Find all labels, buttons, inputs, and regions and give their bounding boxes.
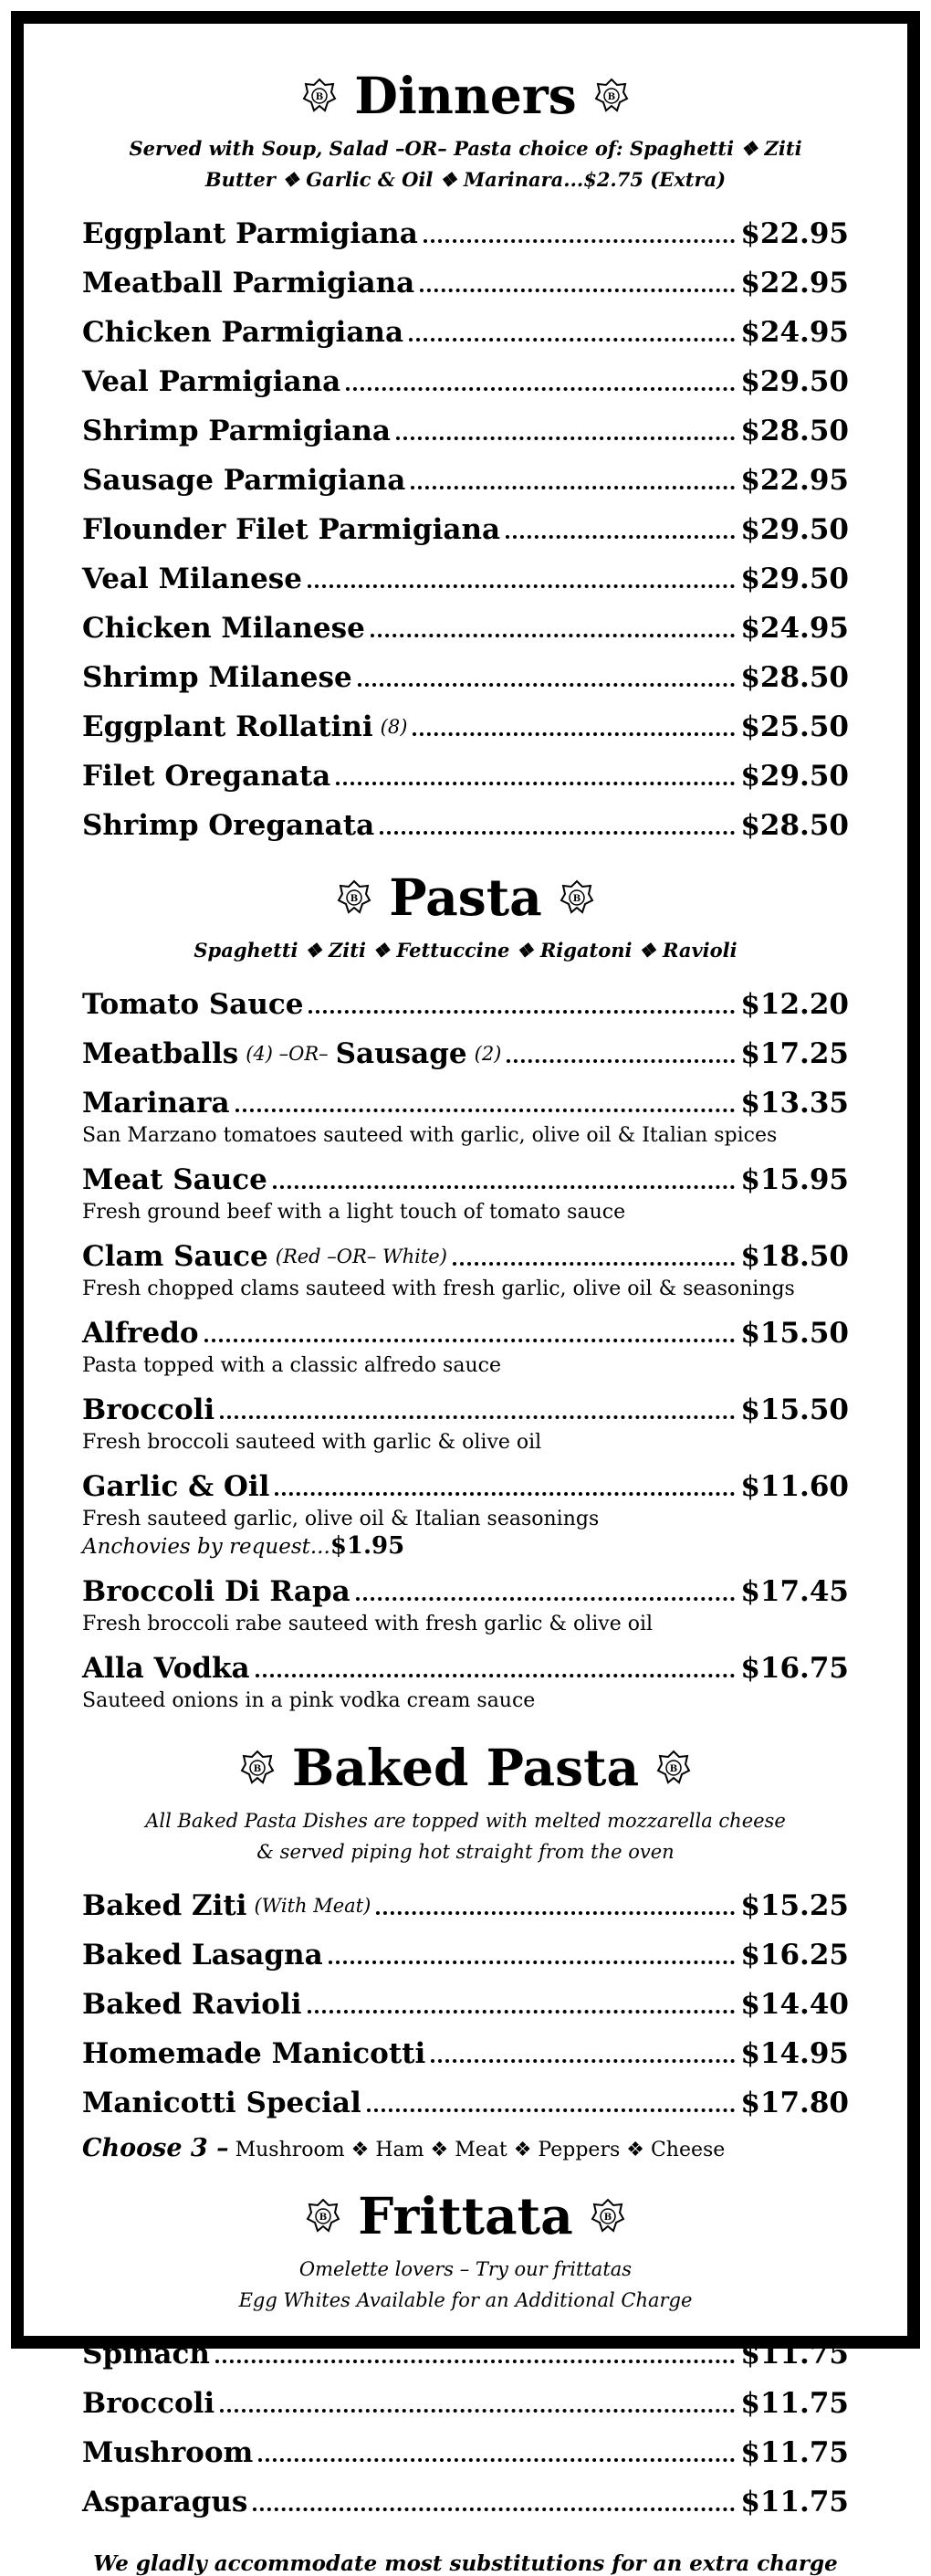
- leader-dots: [253, 2508, 735, 2511]
- item-description: Sauteed onions in a pink vodka cream sauce: [82, 1689, 536, 1712]
- menu-item: [82, 1392, 849, 1456]
- item-price: $28.50: [740, 661, 849, 694]
- leader-dots: [220, 2409, 735, 2413]
- menu-item: [82, 2035, 849, 2072]
- menu-item: [82, 2085, 849, 2121]
- item-description: Fresh sauteed garlic, olive oil & Italian seasonings: [82, 1508, 600, 1530]
- menu-item: [82, 1036, 849, 1072]
- leader-dots: [424, 239, 736, 243]
- item-price: $11.75: [740, 2387, 849, 2420]
- leader-dots: [256, 1674, 736, 1677]
- dinners-title: Dinners: [354, 65, 577, 125]
- menu-item: [82, 1315, 849, 1379]
- item-price: $15.95: [740, 1163, 849, 1196]
- svg-text:B: B: [572, 894, 581, 904]
- item-price: $11.75: [740, 2486, 849, 2518]
- item-note-alt: (2): [474, 1043, 502, 1065]
- leader-dots: [396, 436, 735, 440]
- menu-item: [82, 413, 849, 449]
- item-name: Broccoli: [82, 2387, 215, 2420]
- leader-dots: [308, 2010, 736, 2013]
- dinners-subtitle-1: Served with Soup, Salad –OR– Pasta choice of: Spaghetti ❖ Ziti: [129, 137, 802, 160]
- menu-content: [82, 58, 849, 2576]
- pasta-title: Pasta: [389, 867, 542, 927]
- svg-text:B: B: [350, 894, 359, 904]
- item-price: $11.60: [740, 1470, 849, 1503]
- leader-dots: [309, 1010, 735, 1014]
- item-price: $17.80: [740, 2087, 849, 2119]
- b-crest-icon: [593, 77, 630, 113]
- menu-item: [82, 363, 849, 400]
- menu-item: [82, 314, 849, 351]
- leader-dots: [367, 2108, 736, 2112]
- item-price: $16.25: [740, 1939, 849, 1971]
- menu-item: [82, 1468, 849, 1561]
- baked-pasta-heading: [82, 1730, 849, 1803]
- b-crest-icon: [590, 2197, 626, 2234]
- item-price: $17.45: [740, 1575, 849, 1608]
- addon-label: Anchovies by request...: [82, 1535, 330, 1559]
- pasta-list: [82, 986, 849, 1714]
- leader-dots: [329, 1961, 736, 1964]
- item-price: $25.50: [740, 710, 849, 743]
- pasta-subtitle: Spaghetti ❖ Ziti ❖ Fettuccine ❖ Rigatoni ❖ Ravioli: [194, 939, 737, 962]
- choose-three-options: [82, 2134, 849, 2162]
- svg-text:B: B: [319, 2213, 328, 2223]
- leader-dots: [273, 1185, 735, 1189]
- menu-frame: [11, 11, 920, 2576]
- item-price: $24.95: [740, 612, 849, 645]
- leader-dots: [371, 634, 736, 637]
- item-price: $12.20: [740, 988, 849, 1021]
- b-crest-icon: [301, 77, 338, 113]
- baked-subtitle-2: & served piping hot straight from the oven: [256, 1841, 675, 1863]
- item-price: $29.50: [740, 513, 849, 546]
- menu-item: [82, 1986, 849, 2023]
- leader-dots: [411, 486, 735, 489]
- frittata-subtitle-2: Egg Whites Available for an Additional Charge: [238, 2289, 693, 2311]
- item-name: Alla Vodka: [82, 1652, 250, 1685]
- item-price: $16.75: [740, 1652, 849, 1685]
- item-price: $28.50: [740, 809, 849, 842]
- dinners-heading: [82, 58, 849, 131]
- item-name: Baked Ziti: [82, 1889, 247, 1922]
- leader-dots: [413, 732, 735, 736]
- leader-dots: [506, 535, 735, 539]
- leader-dots: [275, 1492, 735, 1496]
- item-name: Marinara: [82, 1087, 230, 1120]
- item-price: $22.95: [740, 267, 849, 300]
- menu-item: [82, 1238, 849, 1302]
- menu-item: [82, 807, 849, 844]
- item-note: (4) –OR–: [246, 1043, 329, 1065]
- baked-subtitle-1: All Baked Pasta Dishes are topped with melted mozzarella cheese: [145, 1810, 786, 1832]
- item-price: $22.95: [740, 217, 849, 250]
- menu-item: [82, 216, 849, 252]
- item-price: $24.95: [740, 316, 849, 349]
- dinners-list: [82, 216, 849, 844]
- menu-item: [82, 1887, 849, 1924]
- item-name: Mushroom: [82, 2436, 254, 2469]
- choose-options: Mushroom ❖ Ham ❖ Meat ❖ Peppers ❖ Cheese: [235, 2139, 726, 2161]
- item-price: $22.95: [740, 464, 849, 497]
- item-name: Tomato Sauce: [82, 988, 304, 1021]
- item-name: Clam Sauce: [82, 1240, 268, 1273]
- item-name: Baked Lasagna: [82, 1939, 323, 1971]
- menu-item: [82, 511, 849, 548]
- frittata-title: Frittata: [358, 2185, 573, 2245]
- leader-dots: [507, 1059, 735, 1063]
- anchovies-addon: [82, 1532, 849, 1561]
- item-description: Fresh broccoli sauteed with garlic & olive oil: [82, 1431, 542, 1454]
- item-price: $14.40: [740, 1988, 849, 2021]
- frittata-subtitle-1: Omelette lovers – Try our frittatas: [298, 2258, 633, 2280]
- item-name: Baked Ravioli: [82, 1988, 302, 2021]
- menu-item: [82, 2484, 849, 2520]
- item-name: Chicken Milanese: [82, 612, 365, 645]
- menu-item: [82, 610, 849, 647]
- choose-label: Choose 3 –: [82, 2134, 229, 2162]
- leader-dots: [204, 1339, 736, 1342]
- b-crest-icon: [239, 1749, 276, 1785]
- item-name: Flounder Filet Parmigiana: [82, 513, 501, 546]
- svg-text:B: B: [316, 92, 324, 102]
- item-price: $15.25: [740, 1889, 849, 1922]
- item-price: $29.50: [740, 760, 849, 793]
- b-crest-icon: [559, 878, 595, 915]
- item-price: $15.50: [740, 1317, 849, 1350]
- leader-dots: [220, 1415, 735, 1419]
- item-name: Sausage Parmigiana: [82, 464, 406, 497]
- item-name: Veal Parmigiana: [82, 365, 341, 398]
- item-name: Manicotti Special: [82, 2087, 361, 2119]
- svg-text:B: B: [607, 92, 615, 102]
- item-name: Meat Sauce: [82, 1163, 267, 1196]
- leader-dots: [453, 1262, 735, 1266]
- item-name: Eggplant Parmigiana: [82, 217, 418, 250]
- item-note: (With Meat): [254, 1895, 371, 1917]
- item-price: $13.35: [740, 1087, 849, 1120]
- svg-text:B: B: [669, 1764, 678, 1774]
- menu-item: [82, 1650, 849, 1714]
- pasta-heading: [82, 860, 849, 933]
- leader-dots: [358, 683, 736, 687]
- item-name: Broccoli: [82, 1393, 215, 1426]
- menu-item: [82, 1573, 849, 1637]
- item-name: Shrimp Oreganata: [82, 809, 375, 842]
- item-price: $14.95: [740, 2037, 849, 2070]
- leader-dots: [346, 387, 735, 391]
- item-description: Fresh ground beef with a light touch of tomato sauce: [82, 1201, 626, 1224]
- frittata-heading: [82, 2179, 849, 2252]
- item-name: Asparagus: [82, 2486, 248, 2518]
- baked-pasta-title: Baked Pasta: [291, 1737, 640, 1797]
- leader-dots: [215, 2360, 735, 2363]
- item-description: Pasta topped with a classic alfredo sauce: [82, 1354, 501, 1377]
- item-note: (8): [380, 716, 408, 738]
- item-price: $28.50: [740, 415, 849, 447]
- menu-item: [82, 1937, 849, 1973]
- substitutions-note: We gladly accommodate most substitutions for an extra charge: [93, 2551, 838, 2576]
- menu-item: [82, 2336, 849, 2372]
- leader-dots: [336, 782, 735, 785]
- addon-price: $1.95: [330, 1532, 405, 1560]
- leader-dots: [235, 1109, 736, 1112]
- item-description: San Marzano tomatoes sauteed with garlic, olive oil & Italian spices: [82, 1124, 778, 1147]
- leader-dots: [356, 1597, 736, 1601]
- leader-dots: [376, 1911, 735, 1915]
- item-price: $18.50: [740, 1240, 849, 1273]
- item-name: Alfredo: [82, 1317, 199, 1350]
- leader-dots: [409, 338, 735, 342]
- item-name: Shrimp Parmigiana: [82, 415, 391, 447]
- menu-item: [82, 2385, 849, 2422]
- menu-item: [82, 1162, 849, 1225]
- b-crest-icon: [655, 1749, 692, 1785]
- menu-item: [82, 659, 849, 696]
- item-price: $17.25: [740, 1037, 849, 1070]
- menu-item: [82, 561, 849, 597]
- b-crest-icon: [336, 878, 372, 915]
- frittata-list: [82, 2336, 849, 2520]
- item-name: Eggplant Rollatini: [82, 710, 373, 743]
- item-name: Veal Milanese: [82, 563, 302, 595]
- menu-item: [82, 2434, 849, 2471]
- item-name: Meatballs: [82, 1037, 239, 1070]
- item-name: Homemade Manicotti: [82, 2037, 426, 2070]
- item-name: Meatball Parmigiana: [82, 267, 415, 300]
- item-name: Filet Oreganata: [82, 760, 331, 793]
- leader-dots: [308, 584, 735, 588]
- item-name-alt: Sausage: [335, 1037, 467, 1070]
- leader-dots: [380, 831, 735, 835]
- item-price: $11.75: [740, 2436, 849, 2469]
- item-description: Fresh chopped clams sauteed with fresh garlic, olive oil & seasonings: [82, 1277, 795, 1300]
- item-price: $11.75: [740, 2338, 849, 2371]
- menu-item: [82, 758, 849, 794]
- item-note: (Red –OR– White): [275, 1246, 447, 1267]
- menu-item: [82, 986, 849, 1023]
- leader-dots: [258, 2458, 735, 2462]
- leader-dots: [431, 2059, 735, 2063]
- menu-item: [82, 709, 849, 745]
- svg-text:B: B: [603, 2213, 612, 2223]
- menu-item: [82, 265, 849, 301]
- item-name: Spinach: [82, 2338, 210, 2371]
- leader-dots: [420, 289, 735, 292]
- item-price: $29.50: [740, 563, 849, 595]
- dinners-subtitle-2: Butter ❖ Garlic & Oil ❖ Marinara...$2.75 (Extra): [204, 168, 727, 191]
- b-crest-icon: [305, 2197, 341, 2234]
- item-name: Chicken Parmigiana: [82, 316, 404, 349]
- menu-item: [82, 462, 849, 499]
- item-price: $15.50: [740, 1393, 849, 1426]
- item-name: Broccoli Di Rapa: [82, 1575, 350, 1608]
- svg-text:B: B: [253, 1764, 262, 1774]
- item-price: $29.50: [740, 365, 849, 398]
- item-name: Garlic & Oil: [82, 1470, 270, 1503]
- item-description: Fresh broccoli rabe sauteed with fresh garlic & olive oil: [82, 1613, 654, 1635]
- item-name: Shrimp Milanese: [82, 661, 352, 694]
- baked-pasta-list: [82, 1887, 849, 2162]
- menu-item: [82, 1085, 849, 1149]
